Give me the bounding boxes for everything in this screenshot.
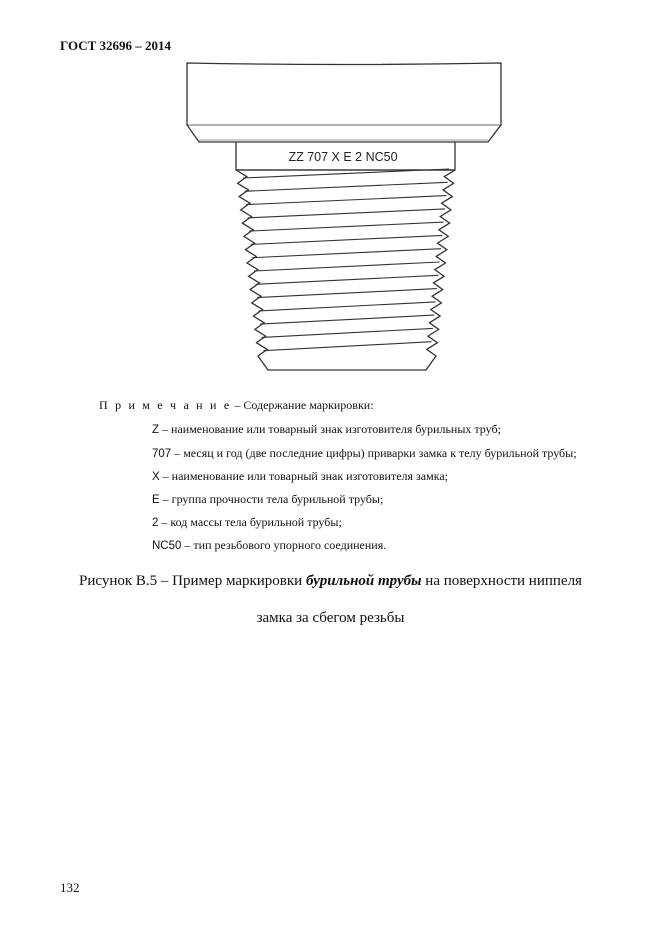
- thread-crest-line: [257, 289, 437, 298]
- thread-crest-line: [249, 222, 444, 231]
- note-item: 707 – месяц и год (две последние цифры) приварки замка к телу бурильной трубы;: [152, 446, 577, 460]
- note-item: Z – наименование или товарный знак изготовителя бурильных труб;: [152, 422, 501, 436]
- thread-crest-line: [262, 328, 433, 337]
- note-item: E – группа прочности тела бурильной трубы;: [152, 492, 384, 506]
- joint-body-outline: [187, 63, 501, 142]
- thread-crest-line: [256, 275, 439, 284]
- page-number: 132: [60, 880, 80, 895]
- note-item: X – наименование или товарный знак изготовителя замка;: [152, 469, 449, 483]
- marking-text: ZZ 707 X E 2 NC50: [288, 150, 398, 164]
- thread-crest-line: [259, 302, 436, 311]
- thread-crest-line: [252, 249, 441, 258]
- thread-crest-line: [254, 262, 440, 271]
- note-item: 2 – код массы тела бурильной трубы;: [152, 515, 342, 529]
- note-item: NC50 – тип резьбового упорного соединения.: [152, 538, 387, 552]
- thread-crest-line: [248, 209, 445, 218]
- figure-caption-line2: замка за сбегом резьбы: [256, 610, 405, 626]
- thread-crest-line: [251, 235, 442, 244]
- thread-crest-line: [245, 182, 448, 191]
- figure-caption: Рисунок В.5 – Пример маркировки бурильной трубы на поверхности ниппеля: [79, 573, 582, 589]
- note-title: П р и м е ч а н и е – Содержание маркировки:: [99, 398, 374, 412]
- thread-lines: [243, 169, 449, 351]
- thread-crest-line: [246, 196, 446, 205]
- thread-crest-line: [260, 315, 434, 324]
- thread-crest-line: [263, 342, 431, 351]
- document-header: ГОСТ 32696 – 2014: [60, 38, 172, 53]
- nipple-drawing: [0, 0, 661, 380]
